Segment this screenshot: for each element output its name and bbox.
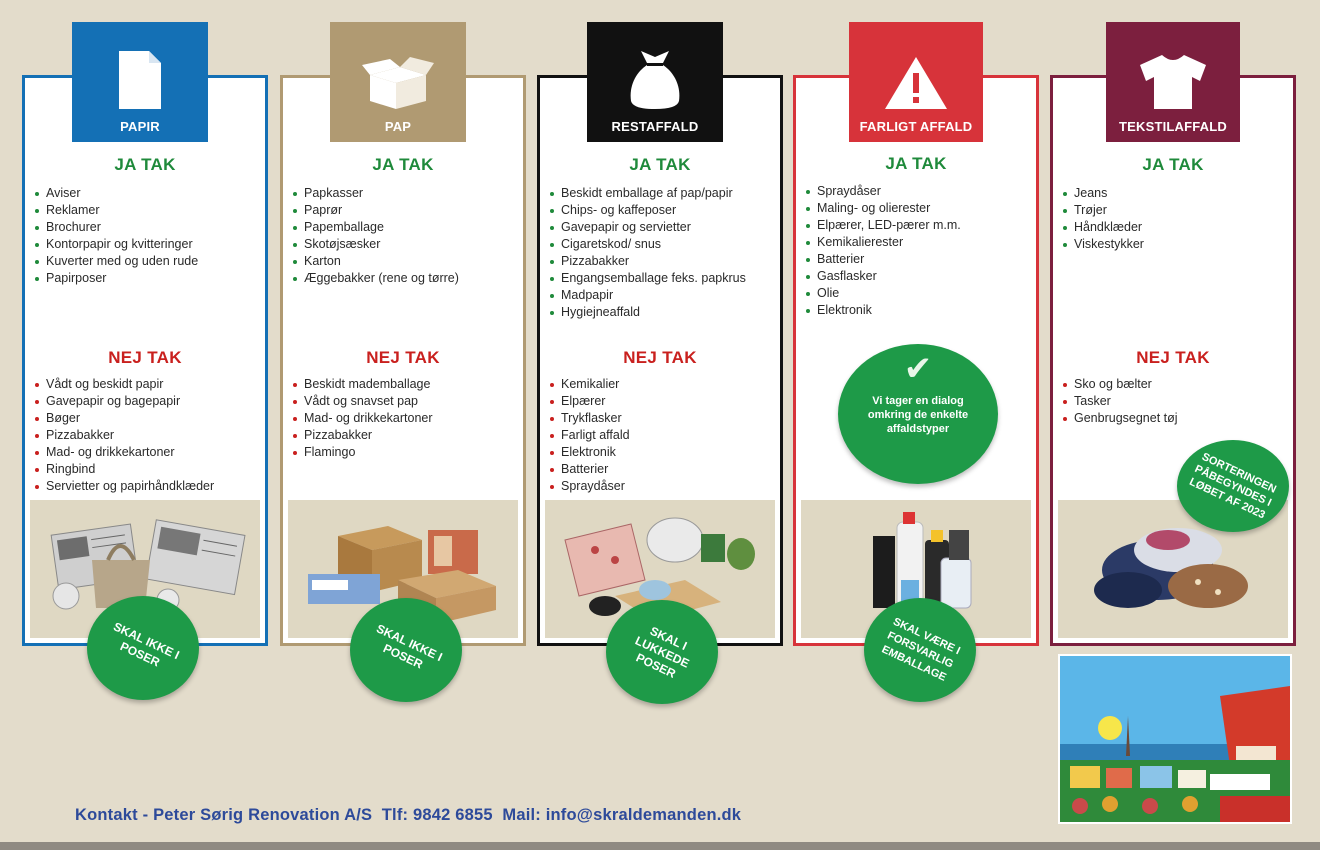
badge-pap — [350, 598, 462, 702]
sorting-note — [1177, 440, 1289, 532]
list-item: Maling- og olierester — [804, 200, 1032, 217]
trash-bag-icon — [627, 47, 683, 111]
list-item: Spraydåser — [804, 183, 1032, 200]
category-header-restaffald — [587, 22, 723, 142]
ja-tak-heading: JA TAK — [372, 155, 434, 174]
list-item: Ringbind — [33, 461, 261, 478]
list-item: Cigaretskod/ snus — [548, 236, 776, 253]
list-item: Elektronik — [804, 302, 1032, 319]
column-farligt-affald — [793, 0, 1039, 650]
category-header-papir — [72, 22, 208, 142]
list-item: Hygiejneaffald — [548, 304, 776, 321]
column-restaffald — [537, 0, 783, 650]
list-item: Flamingo — [291, 444, 519, 461]
list-item: Engangsemballage feks. papkrus — [548, 270, 776, 287]
list-item: Aviser — [33, 185, 261, 202]
category-header-pap — [330, 22, 466, 142]
list-item: Pizzabakker — [548, 253, 776, 270]
category-label: PAP — [384, 119, 412, 134]
badge-restaffald — [606, 600, 718, 704]
list-item: Pizzabakker — [291, 427, 519, 444]
list-item: Skotøjsæsker — [291, 236, 519, 253]
list-item: Vådt og beskidt papir — [33, 376, 261, 393]
dialog-text: Vi tager en dialog omkring de enkelte affaldstyper — [867, 395, 969, 435]
list-item: Papkasser — [291, 185, 519, 202]
list-item: Spraydåser — [548, 478, 776, 495]
list-item: Chips- og kaffeposer — [548, 202, 776, 219]
column-papir — [22, 0, 268, 650]
badge-text: SKAL IKKE I POSER — [111, 619, 182, 670]
list-item: Batterier — [548, 461, 776, 478]
nej-list-pap — [291, 376, 519, 461]
list-item: Batterier — [804, 251, 1032, 268]
dialog-note — [838, 344, 998, 484]
list-item: Sko og bælter — [1061, 376, 1289, 393]
ja-list-farligt-affald — [804, 183, 1032, 319]
nej-tak-heading: NEJ TAK — [1136, 348, 1210, 367]
ja-list-restaffald — [548, 185, 776, 321]
nej-list-restaffald — [548, 376, 776, 495]
badge-farligt-affald — [864, 598, 976, 702]
category-header-farligt-affald — [849, 22, 983, 142]
checkmark-icon: ✔ — [903, 350, 933, 388]
ja-list-papir — [33, 185, 261, 287]
list-item: Madpapir — [548, 287, 776, 304]
list-item: Viskestykker — [1061, 236, 1289, 253]
nej-tak-heading: NEJ TAK — [623, 348, 697, 367]
ja-tak-heading: JA TAK — [114, 155, 176, 174]
list-item: Paprør — [291, 202, 519, 219]
list-item: Elektronik — [548, 444, 776, 461]
nej-list-tekstilaffald — [1061, 376, 1289, 427]
list-item: Kontorpapir og kvitteringer — [33, 236, 261, 253]
town-illustration — [1058, 654, 1292, 824]
list-item: Farligt affald — [548, 427, 776, 444]
list-item: Mad- og drikkekartoner — [33, 444, 261, 461]
list-item: Pizzabakker — [33, 427, 261, 444]
list-item: Gavepapir og servietter — [548, 219, 776, 236]
list-item: Gasflasker — [804, 268, 1032, 285]
paper-icon — [115, 49, 165, 111]
nej-list-papir — [33, 376, 261, 495]
category-header-tekstilaffald — [1106, 22, 1240, 142]
bottom-bar — [0, 842, 1320, 850]
list-item: Trykflasker — [548, 410, 776, 427]
list-item: Trøjer — [1061, 202, 1289, 219]
list-item: Kemikalierester — [804, 234, 1032, 251]
category-label: RESTAFFALD — [611, 119, 699, 134]
list-item: Kuverter med og uden rude — [33, 253, 261, 270]
list-item: Æggebakker (rene og tørre) — [291, 270, 519, 287]
nej-tak-heading: NEJ TAK — [366, 348, 440, 367]
category-label: PAPIR — [120, 119, 160, 134]
list-item: Kemikalier — [548, 376, 776, 393]
badge-papir — [87, 596, 199, 700]
nej-tak-heading: NEJ TAK — [108, 348, 182, 367]
list-item: Genbrugsegnet tøj — [1061, 410, 1289, 427]
list-item: Tasker — [1061, 393, 1289, 410]
list-item: Karton — [291, 253, 519, 270]
tshirt-icon — [1138, 53, 1208, 111]
ja-tak-heading: JA TAK — [1142, 155, 1204, 174]
list-item: Gavepapir og bagepapir — [33, 393, 261, 410]
badge-text: SKAL VÆRE I FORSVARLIG EMBALLAGE — [879, 615, 962, 684]
list-item: Elpærer — [548, 393, 776, 410]
list-item: Servietter og papirhåndklæder — [33, 478, 261, 495]
list-item: Beskidt emballage af pap/papir — [548, 185, 776, 202]
list-item: Papemballage — [291, 219, 519, 236]
list-item: Beskidt mademballage — [291, 376, 519, 393]
category-label: FARLIGT AFFALD — [859, 119, 973, 134]
ja-list-pap — [291, 185, 519, 287]
list-item: Håndklæder — [1061, 219, 1289, 236]
list-item: Reklamer — [33, 202, 261, 219]
list-item: Mad- og drikkekartoner — [291, 410, 519, 427]
ja-list-tekstilaffald — [1061, 185, 1289, 253]
column-tekstilaffald — [1050, 0, 1296, 650]
list-item: Bøger — [33, 410, 261, 427]
list-item: Elpærer, LED-pærer m.m. — [804, 217, 1032, 234]
list-item: Vådt og snavset pap — [291, 393, 519, 410]
column-pap — [280, 0, 526, 650]
category-label: TEKSTILAFFALD — [1118, 119, 1228, 134]
list-item: Jeans — [1061, 185, 1289, 202]
cardboard-box-icon — [360, 55, 436, 111]
badge-text: SKAL I LUKKEDE POSER — [632, 623, 692, 681]
warning-icon — [883, 55, 949, 111]
sorting-note-text: SORTERINGEN PÅBEGYNDES I LØBET AF 2023 — [1187, 450, 1279, 522]
ja-tak-heading: JA TAK — [629, 155, 691, 174]
contact-info: Kontakt - Peter Sørig Renovation A/S Tlf: 9842 6855 Mail: info@skraldemanden.dk — [75, 806, 742, 824]
list-item: Papirposer — [33, 270, 261, 287]
list-item: Brochurer — [33, 219, 261, 236]
badge-text: SKAL IKKE I POSER — [374, 621, 445, 672]
ja-tak-heading: JA TAK — [885, 154, 947, 173]
list-item: Olie — [804, 285, 1032, 302]
